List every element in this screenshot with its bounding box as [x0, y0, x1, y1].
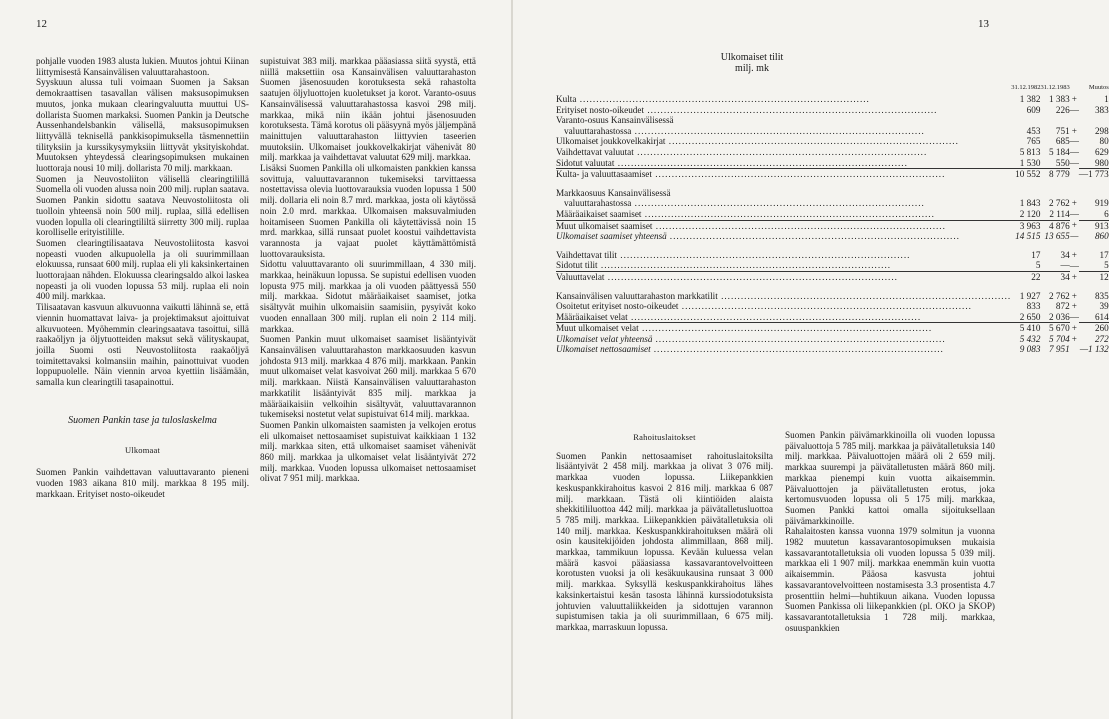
row-label — [556, 105, 1011, 116]
paragraph: pohjalle vuoden 1983 alusta lukien. Muutos johtui Kiinan liittymisestä Kansainvälisen valuuttarahastoon. — [36, 56, 249, 77]
value-1982: 833 — [1026, 301, 1041, 312]
change-sign: + — [1071, 249, 1077, 260]
table-row — [556, 271, 1109, 282]
value-1983: 1 383 — [1049, 94, 1070, 104]
table-row — [556, 147, 1109, 158]
column-header: Muutos — [1088, 83, 1109, 91]
page-gutter — [511, 0, 513, 719]
row-label — [556, 301, 1011, 312]
row-label-text: Ulkomaiset saamiset yhteensä — [556, 231, 667, 242]
change-sign: + — [1071, 271, 1077, 282]
row-label — [556, 291, 1011, 302]
table-row — [556, 188, 1109, 199]
row-label-text: valuuttarahastossa — [564, 198, 632, 209]
table-spacer-row — [556, 283, 1109, 291]
change-value: —1 132 — [1079, 344, 1109, 355]
table-row — [556, 115, 1109, 126]
row-label-text: Sidotut valuutat — [556, 157, 615, 168]
value-1982: 9 083 — [1019, 344, 1041, 355]
value-1983: 5 184 — [1049, 146, 1070, 157]
value-1982: 5 813 — [1019, 146, 1041, 157]
row-label — [556, 260, 1011, 271]
change-value: 80 — [1099, 136, 1109, 147]
value-1983: — — [1060, 260, 1070, 271]
column-4 — [785, 430, 995, 633]
change-sign: + — [1071, 290, 1077, 301]
value-1982: 1 843 — [1019, 198, 1041, 209]
row-label-text: valuuttarahastossa — [564, 125, 632, 136]
row-label — [556, 169, 1011, 180]
row-label — [556, 115, 1011, 126]
table-row — [556, 301, 1109, 312]
value-1982: 2 120 — [1019, 208, 1041, 219]
table-header-row — [556, 82, 1109, 94]
table-spacer-row — [556, 180, 1109, 188]
paragraph: Suomen ja Neuvostoliiton välisellä clearingtilillä Suomella oli vuoden alussa noin 200 milj. ruplan saatava. Suomen Pankin sidottu saatava Neuvostoliitosta oli tuolloin yhteensä noin 500 milj. ruplaa, sillä edellisen vuoden lopulla oli clearingtililtä siirretty 300 milj. ruplaa korolliselle erityistilille. — [36, 173, 249, 238]
change-value: 919 — [1094, 198, 1109, 209]
table-row — [556, 231, 1109, 242]
paragraph: Suomen Pankin ulkomaisten saamisten ja velkojen erotus eli ulkomaiset nettosaamiset supistuivat kaikkiaan 1 132 milj. markkaa siten, että ulkomaiset saamiset vähenivät 860 milj. markkaa ja ulkomaiset velat lisääntyivät 272 milj. markkaa. Vuoden lopussa ulkomaiset nettosaamiset olivat 7 951 milj. markkaa. — [260, 419, 476, 484]
row-label-text: Varanto-osuus Kansainvälisessä — [556, 115, 674, 126]
change-sign: — — [1069, 311, 1079, 322]
table-title-block — [560, 52, 944, 74]
value-1983: 4 876 — [1040, 220, 1069, 231]
change-sign: — — [1069, 209, 1079, 220]
paragraph: Sidottu valuuttavaranto oli suurimmillaan, 4 330 milj. markkaa, heinäkuun lopussa. Se supistui edellisen vuoden lopusta 975 milj. markkaa ja oli vuoden päättyessä 550 milj. markkaa. Sidotut määräaikaiset saamiset, jotka sisältyvät muihin ulkomaisiin saamisiin, pysyivät koko vuoden ennallaan 300 milj. ruplan eli noin 2 114 milj. markkaa. — [260, 259, 476, 334]
row-label — [556, 344, 1011, 355]
row-label — [556, 136, 1011, 147]
change-sign: — — [1069, 157, 1079, 168]
row-label-text: Muut ulkomaiset velat — [556, 323, 639, 334]
change-value: 12 — [1079, 271, 1109, 282]
paragraph: Suomen Pankin muut ulkomaiset saamiset lisääntyivät Kansainvälisen valuuttarahaston markkaosuuden kasvun johdosta 913 milj. markkaa 4 876 milj. markkaan. Pankin muut ulkomaiset velat kasvoivat 260 milj. markkaa 5 670 milj. markkaan. Niistä Kansainvälisen valuuttarahaston markkatilit lisääntyivät 835 milj. markkaa ja määräaikaisiin velkoihin sisältyvät, valuuttavarannon tukemiseksi nostetut velat supistuivat 614 milj. markkaa. — [260, 334, 476, 420]
change-sign — [1070, 344, 1079, 355]
column-2 — [260, 56, 476, 484]
paragraph: Rahalaitosten kanssa vuonna 1979 solmitun ja vuonna 1982 muutetun kassavarantosopimuksen mukaisia kassavarantotalletuksia oli vuoden lopussa 5 039 milj. markkaa eli 1 907 milj. markkaa enemmän kuin vuotta aikaisemmin. Pääosa kasvusta johtui kassavarantovelvoitteen nostamisesta 3.3 prosentista 4.7 prosenttiin helmi—huhtikuun aikana. Vuoden lopussa Suomen Pankissa oli liikepankkien (pl. OKO ja SKOP) kassavarantotalletuksia 1 728 milj. markkaa, osuuspankkien — [785, 526, 995, 633]
change-value: 614 — [1094, 311, 1109, 322]
table-row — [556, 312, 1109, 323]
value-1982: 609 — [1026, 104, 1041, 115]
paragraph: Suomen Pankin vaihdettavan valuuttavaranto pieneni vuoden 1983 aikana 810 milj. markkaa 8 195 milj. markkaan. Erityiset nosto-oikeudet — [36, 467, 249, 499]
value-1983: 2 762 — [1049, 290, 1070, 301]
paragraph: Syyskuun alussa tuli voimaan Suomen ja Saksan demokraattisen tasavallan välisen maksusopimuksen muutos, jonka mukaan clearingvaluutta muuttui US-dollarista Suomen markaksi. Suomen Pankin ja Deutsche Aussenhandelsbankin välisellä, maksusopimuksen liittyvällä teknisellä pankkisopimuksella täsmennettiin tilityksiin ja kurssikysymyksiin liittyvät yksityiskohdat. Muutoksen yhteydessä clearingsopimuksen mukainen luottoraja nousi 10 milj. dollarista 70 milj. markkaan. — [36, 77, 249, 174]
value-1983: 34 — [1040, 271, 1069, 282]
value-1983: 751 — [1055, 125, 1070, 136]
change-sign: + — [1071, 220, 1077, 231]
change-value: 1 — [1104, 94, 1109, 104]
table-row — [556, 94, 1109, 105]
row-label — [556, 158, 1011, 169]
paragraph: Tilisaatavan kasvuun alkuvuonna vaikutti lähinnä se, että viennin huomattavat laiva- ja projektimaksut ajoittuivat alkuvuoteen. Myöhemmin clearingsaatava tasoittui, sillä raakaöljyn ja öljytuotteiden maksut sekä välityskaupat, joilla Suomi osti Neuvostoliitosta raakaöljyä toimitettavaksi kolmansiin maihin, painottuivat vuoden loppupuolelle. Näin viennin arvoa kyettiin lisäämään, samalla kun clearingtili tasapainottui. — [36, 302, 249, 388]
subsection-heading: Rahoituslaitokset — [633, 432, 696, 442]
value-1983: 13 655 — [1044, 231, 1070, 242]
row-label-text: Määräaikaiset saamiset — [556, 208, 642, 219]
paragraph: Suomen Pankin päivämarkkinoilla oli vuoden lopussa päivaluottoja 5 785 milj. markkaa ja päivätalletuksia 140 milj. markkaa. Päivaluottojen määrä oli 2 659 milj. markkaa suurempi ja päivätalletusten määrä 860 milj. markkaa pienempi kuin vuotta aikaisemmin. Päivaluottojen ja päivätalletusten erotus, joka kertomusvuoden lopussa oli 5 175 milj. markkaa, Suomen Pankki kattoi omalla sijoituksellaan päivämarkkinoille. — [785, 430, 995, 526]
value-1982: 5 432 — [1019, 333, 1041, 344]
value-1982: 2 650 — [1019, 311, 1041, 322]
value-1982: 1 530 — [1019, 157, 1041, 168]
table-row — [556, 291, 1109, 302]
row-label-text: Vaihdettavat tilit — [556, 249, 617, 260]
row-label-text: Osoitetut erityiset nosto-oikeudet — [556, 301, 679, 312]
row-label-text: Valuuttavelat — [556, 271, 605, 282]
row-label — [556, 198, 1011, 209]
table-row — [556, 158, 1109, 169]
row-label-text: Muut ulkomaiset saamiset — [556, 220, 653, 231]
change-sign: — — [1069, 104, 1079, 115]
row-label-text: Kulta- ja valuuttasaamiset — [556, 169, 652, 180]
value-1983: 34 — [1060, 249, 1070, 260]
value-1983: 872 — [1055, 301, 1070, 312]
subsection-heading: Ulkomaat — [124, 444, 161, 455]
table-row — [556, 334, 1109, 345]
table-row — [556, 126, 1109, 137]
row-label-text: Ulkomaiset nettosaamiset — [556, 344, 651, 355]
value-1982: 1 382 — [1019, 94, 1041, 104]
page-number-left: 12 — [36, 18, 47, 30]
row-label — [556, 220, 1011, 231]
table-row — [556, 105, 1109, 116]
column-header: 31.12.1982 — [1011, 83, 1041, 91]
table-row — [556, 260, 1109, 271]
value-1982 — [1011, 115, 1040, 126]
paragraph: Lisäksi Suomen Pankilla oli ulkomaisten pankkien kanssa sovittuja, valuuttavarannon tukemiseksi tarvittaessa nostettavissa olevia luottovarauksia vuoden lopussa 1 500 milj. dollaria eli noin 8.7 mrd. markkaa, josta oli käytössä noin 2.0 mrd. markkaa. Ulkomaisen maksuvalmiuden hoitamiseen Suomen Pankilla oli käytettävissä noin 15 mrd. markkaa, sillä runsaat puolet koostui vaihdettavista varannosta ja vajaat puolet käyttämättömistä luottovarauksista. — [260, 163, 476, 259]
row-label-text: Erityiset nosto-oikeudet — [556, 104, 645, 115]
value-1982: 453 — [1026, 125, 1041, 136]
row-label — [556, 312, 1011, 323]
table-row — [556, 344, 1109, 355]
change-sign: — — [1070, 231, 1079, 242]
change-value: 6 — [1104, 208, 1109, 219]
row-label — [556, 94, 1011, 105]
change-value: 629 — [1094, 146, 1109, 157]
row-label — [556, 250, 1011, 261]
row-label-text: Vaihdettavat valuutat — [556, 146, 634, 157]
value-1982: 765 — [1026, 136, 1041, 147]
change-value: —1 773 — [1078, 169, 1109, 180]
change-sign: — — [1069, 136, 1079, 147]
change-value: 272 — [1094, 333, 1109, 344]
row-label-text: Määräaikaiset velat — [556, 311, 628, 322]
row-label-text: Sidotut tilit — [556, 260, 598, 271]
change-value: 835 — [1094, 290, 1109, 301]
section-heading: Suomen Pankin tase ja tuloslaskelma — [68, 414, 217, 426]
row-label — [556, 231, 1011, 242]
change-sign: + — [1071, 323, 1077, 334]
value-1982: 17 — [1031, 249, 1041, 260]
paragraph: supistuivat 383 milj. markkaa pääasiassa siitä syystä, että niillä maksettiin osa Kansainvälisen valuuttarahaston Suomen jäsenosuuden korotuksesta sekä rahastolta saatujen öljyluottojen kuoletukset ja korot. Varanto-osuus Kansainvälisessä valuuttarahastossa kasvoi 298 milj. markkaa, mikä niin ikään johtui jäsenosuuden korotuksesta. Tämä korotus oli pääsyynä myös jäljempänä mainittujen valuuttarahaston liittyvien taseerien muutoksiin. Ulkomaiset joukkovelkakirjat vähenivät 80 milj. markkaa ja vaihdettavat valuutat 629 milj. markkaa. — [260, 56, 476, 163]
change-sign — [1070, 169, 1079, 180]
change-value: 298 — [1094, 125, 1109, 136]
value-1983: 8 779 — [1040, 169, 1069, 180]
row-label-text: Ulkomaiset joukkovelkakirjat — [556, 136, 666, 147]
value-1982: 22 — [1011, 271, 1040, 282]
change-sign: — — [1069, 146, 1079, 157]
change-sign: + — [1071, 94, 1077, 104]
value-1983 — [1040, 115, 1069, 126]
value-1982: 1 927 — [1019, 290, 1041, 301]
value-1983: 685 — [1055, 136, 1070, 147]
page-number-right: 13 — [978, 18, 989, 30]
row-label — [556, 209, 1011, 220]
table-row — [556, 250, 1109, 261]
change-value: 860 — [1094, 231, 1109, 242]
table-row — [556, 169, 1109, 180]
change-value: 17 — [1099, 249, 1109, 260]
table-row — [556, 136, 1109, 147]
value-1982: 14 515 — [1015, 231, 1041, 242]
value-1983 — [1040, 188, 1069, 199]
table-row — [556, 323, 1109, 334]
paragraph: Suomen Pankin nettosaamiset rahoituslaitoksilta lisääntyivät 2 458 milj. markkaa ja olivat 3 076 milj. markkaa vuoden lopussa. Liikepankkien keskuspankkirahoitus kasvoi 2 816 milj. markkaa 6 087 milj. markkaan. Tästä oli kiintiöiden alaista shekkitililuottoa 442 milj. markkaa ja päivätalletusluottoa 5 785 milj. markkaa. Liikepankkien päivätalletuksia oli 140 milj. markkaa. Keskuspankkirahoituksen määrä oli osin kausitekijöiden johdosta alimmillaan, 868 milj. markkaa, tammikuun lopussa. Kevään kuluessa velan määrä kasvoi pääasiassa kassavarantovelvoitteen korotusten vuoksi ja oli kesäkuukausina runsaat 3 000 milj. markkaa. Syksyllä keskuspankkirahoitus lähes kaksinkertaistui kesän tasosta lähinnä kurssiodotuksista johtuvien valuuttaliikkeiden ja sidottujen varannon supistumisen takia ja oli suurimmillaan, 6 675 milj. markkaa, marraskuun lopussa. — [556, 450, 773, 632]
row-label-text: Markkaosuus Kansainvälisessä — [556, 187, 671, 198]
column-3 — [556, 432, 773, 633]
column-header: 31.12.1983 — [1040, 83, 1070, 91]
value-1982: 10 552 — [1011, 169, 1040, 180]
table-row — [556, 209, 1109, 220]
change-value — [1079, 188, 1109, 199]
value-1982: 3 963 — [1011, 220, 1040, 231]
value-1982 — [1011, 188, 1040, 199]
column-1 — [36, 56, 249, 499]
table-unit: milj. mk — [735, 63, 769, 74]
change-value: 5 — [1104, 260, 1109, 271]
change-sign — [1070, 115, 1079, 126]
row-label-text: Kulta — [556, 94, 577, 104]
value-1983: 5 670 — [1040, 323, 1069, 334]
paragraph: Suomen clearingtilisaatava Neuvostoliitosta kasvoi nopeasti vuoden alkupuolella ja oli suurimmillaan elokuussa, runsaat 600 milj. ruplaa eli yli kaksinkertainen luottorajaan nähden. Elokuussa clearingsaldo alkoi laskea nopeasti ja oli vuoden lopussa 53 milj. ruplaa eli noin 400 milj. markkaa. — [36, 237, 249, 302]
value-1983: 7 951 — [1049, 344, 1070, 355]
table-row — [556, 220, 1109, 231]
table-spacer-row — [556, 242, 1109, 250]
value-1983: 5 704 — [1049, 333, 1070, 344]
value-1983: 2 762 — [1049, 198, 1070, 209]
row-label — [556, 271, 1011, 282]
table-row — [556, 198, 1109, 209]
change-value: 913 — [1079, 220, 1109, 231]
row-label — [556, 126, 1011, 137]
change-sign: + — [1071, 125, 1077, 136]
value-1983: 550 — [1055, 157, 1070, 168]
value-1982: 5 — [1035, 260, 1041, 271]
change-sign — [1070, 188, 1079, 199]
row-label — [556, 188, 1011, 199]
row-label — [556, 334, 1011, 345]
change-value: 383 — [1094, 104, 1109, 115]
foreign-accounts-table — [556, 82, 1109, 355]
row-label-text: Ulkomaiset velat yhteensä — [556, 333, 653, 344]
change-value: 260 — [1079, 323, 1109, 334]
row-label-text: Kansainvälisen valuuttarahaston markkatilit — [556, 290, 718, 301]
change-sign: + — [1071, 301, 1077, 312]
value-1983: 2 114 — [1049, 208, 1070, 219]
row-label — [556, 323, 1011, 334]
change-sign: + — [1071, 333, 1078, 344]
table-title: Ulkomaiset tilit — [720, 52, 784, 63]
change-sign: + — [1071, 198, 1077, 209]
change-sign: — — [1069, 260, 1079, 271]
row-label — [556, 147, 1011, 158]
value-1983: 226 — [1055, 104, 1070, 115]
change-value: 39 — [1099, 301, 1109, 312]
change-value: 980 — [1094, 157, 1109, 168]
change-value — [1079, 115, 1109, 126]
value-1983: 2 036 — [1049, 311, 1070, 322]
value-1982: 5 410 — [1011, 323, 1040, 334]
